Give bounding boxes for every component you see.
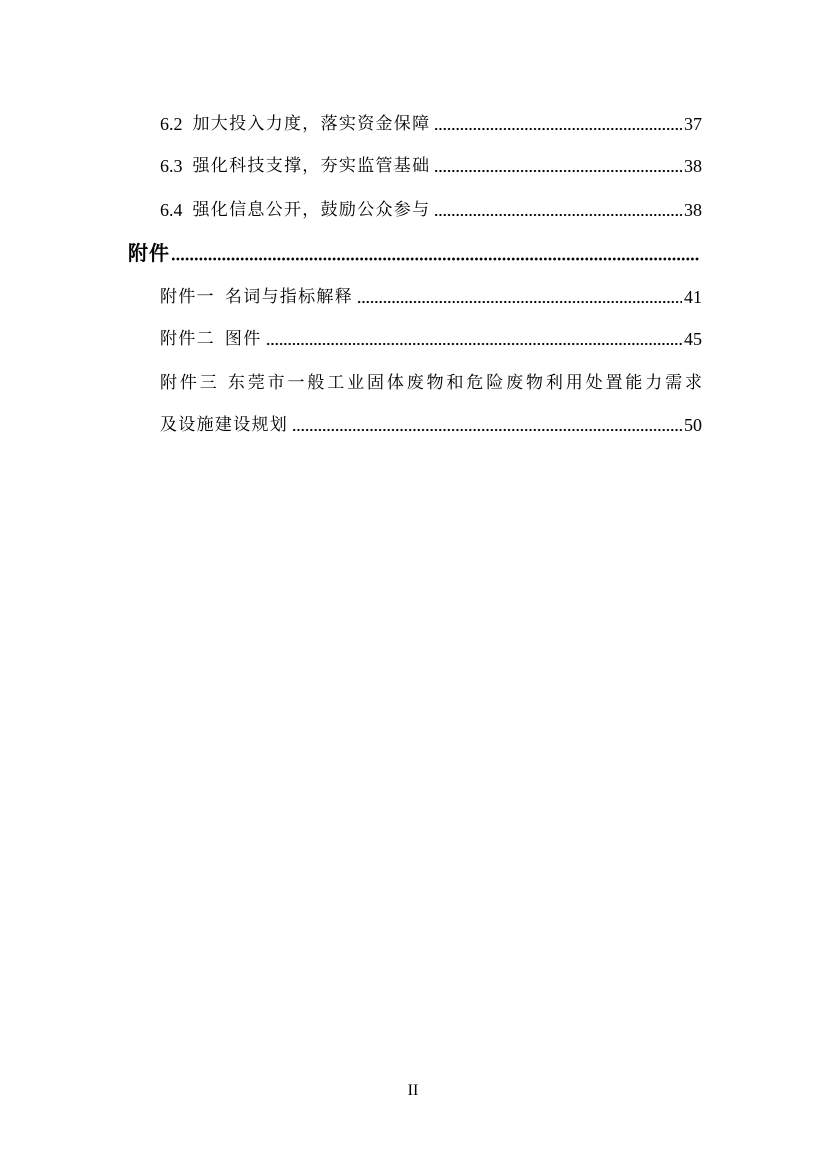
toc-appendix-heading (128, 240, 700, 266)
dot-leader (434, 111, 682, 137)
dot-leader (434, 153, 682, 179)
toc-entry-6-2 (160, 111, 702, 137)
section-number: 6.2 (160, 114, 183, 134)
appendix-title-line-1: 东莞市一般工业固体废物和危险废物利用处置能力需求 (227, 373, 703, 393)
page-number: 41 (684, 287, 702, 307)
dot-leader (434, 197, 682, 223)
appendix-title-line-2: 及设施建设规划 (160, 415, 289, 435)
appendix-title: 图件 (224, 329, 262, 349)
toc-entry-appendix-3-line-2 (160, 412, 702, 438)
appendix-label: 附件二 (160, 329, 215, 349)
toc-entry-6-3 (160, 153, 702, 179)
dot-leader (266, 326, 682, 352)
appendix-label: 附件一 (160, 287, 215, 307)
section-title: 加大投入力度，落实资金保障 (192, 114, 431, 134)
appendix-title: 名词与指标解释 (224, 287, 354, 307)
page-number: 38 (684, 200, 702, 220)
toc-entry-6-4 (160, 197, 702, 223)
page-number: 38 (684, 156, 702, 176)
toc-entry-appendix-2 (160, 326, 702, 352)
toc-entry-appendix-1 (160, 284, 702, 310)
page-number: 45 (684, 329, 702, 349)
page-number: 37 (684, 114, 702, 134)
section-title: 强化科技支撑，夯实监管基础 (192, 156, 431, 176)
section-title: 强化信息公开，鼓励公众参与 (192, 200, 431, 220)
dot-leader (171, 240, 700, 266)
page-footer-number: II (407, 1082, 419, 1099)
section-number: 6.4 (160, 200, 183, 220)
dot-leader (357, 284, 682, 310)
dot-leader (292, 412, 682, 438)
page-number: 50 (684, 415, 702, 435)
appendix-heading-title: 附件 (128, 241, 170, 265)
toc-entry-appendix-3-line-1 (160, 370, 702, 396)
appendix-label: 附件三 (160, 373, 220, 393)
section-number: 6.3 (160, 156, 183, 176)
